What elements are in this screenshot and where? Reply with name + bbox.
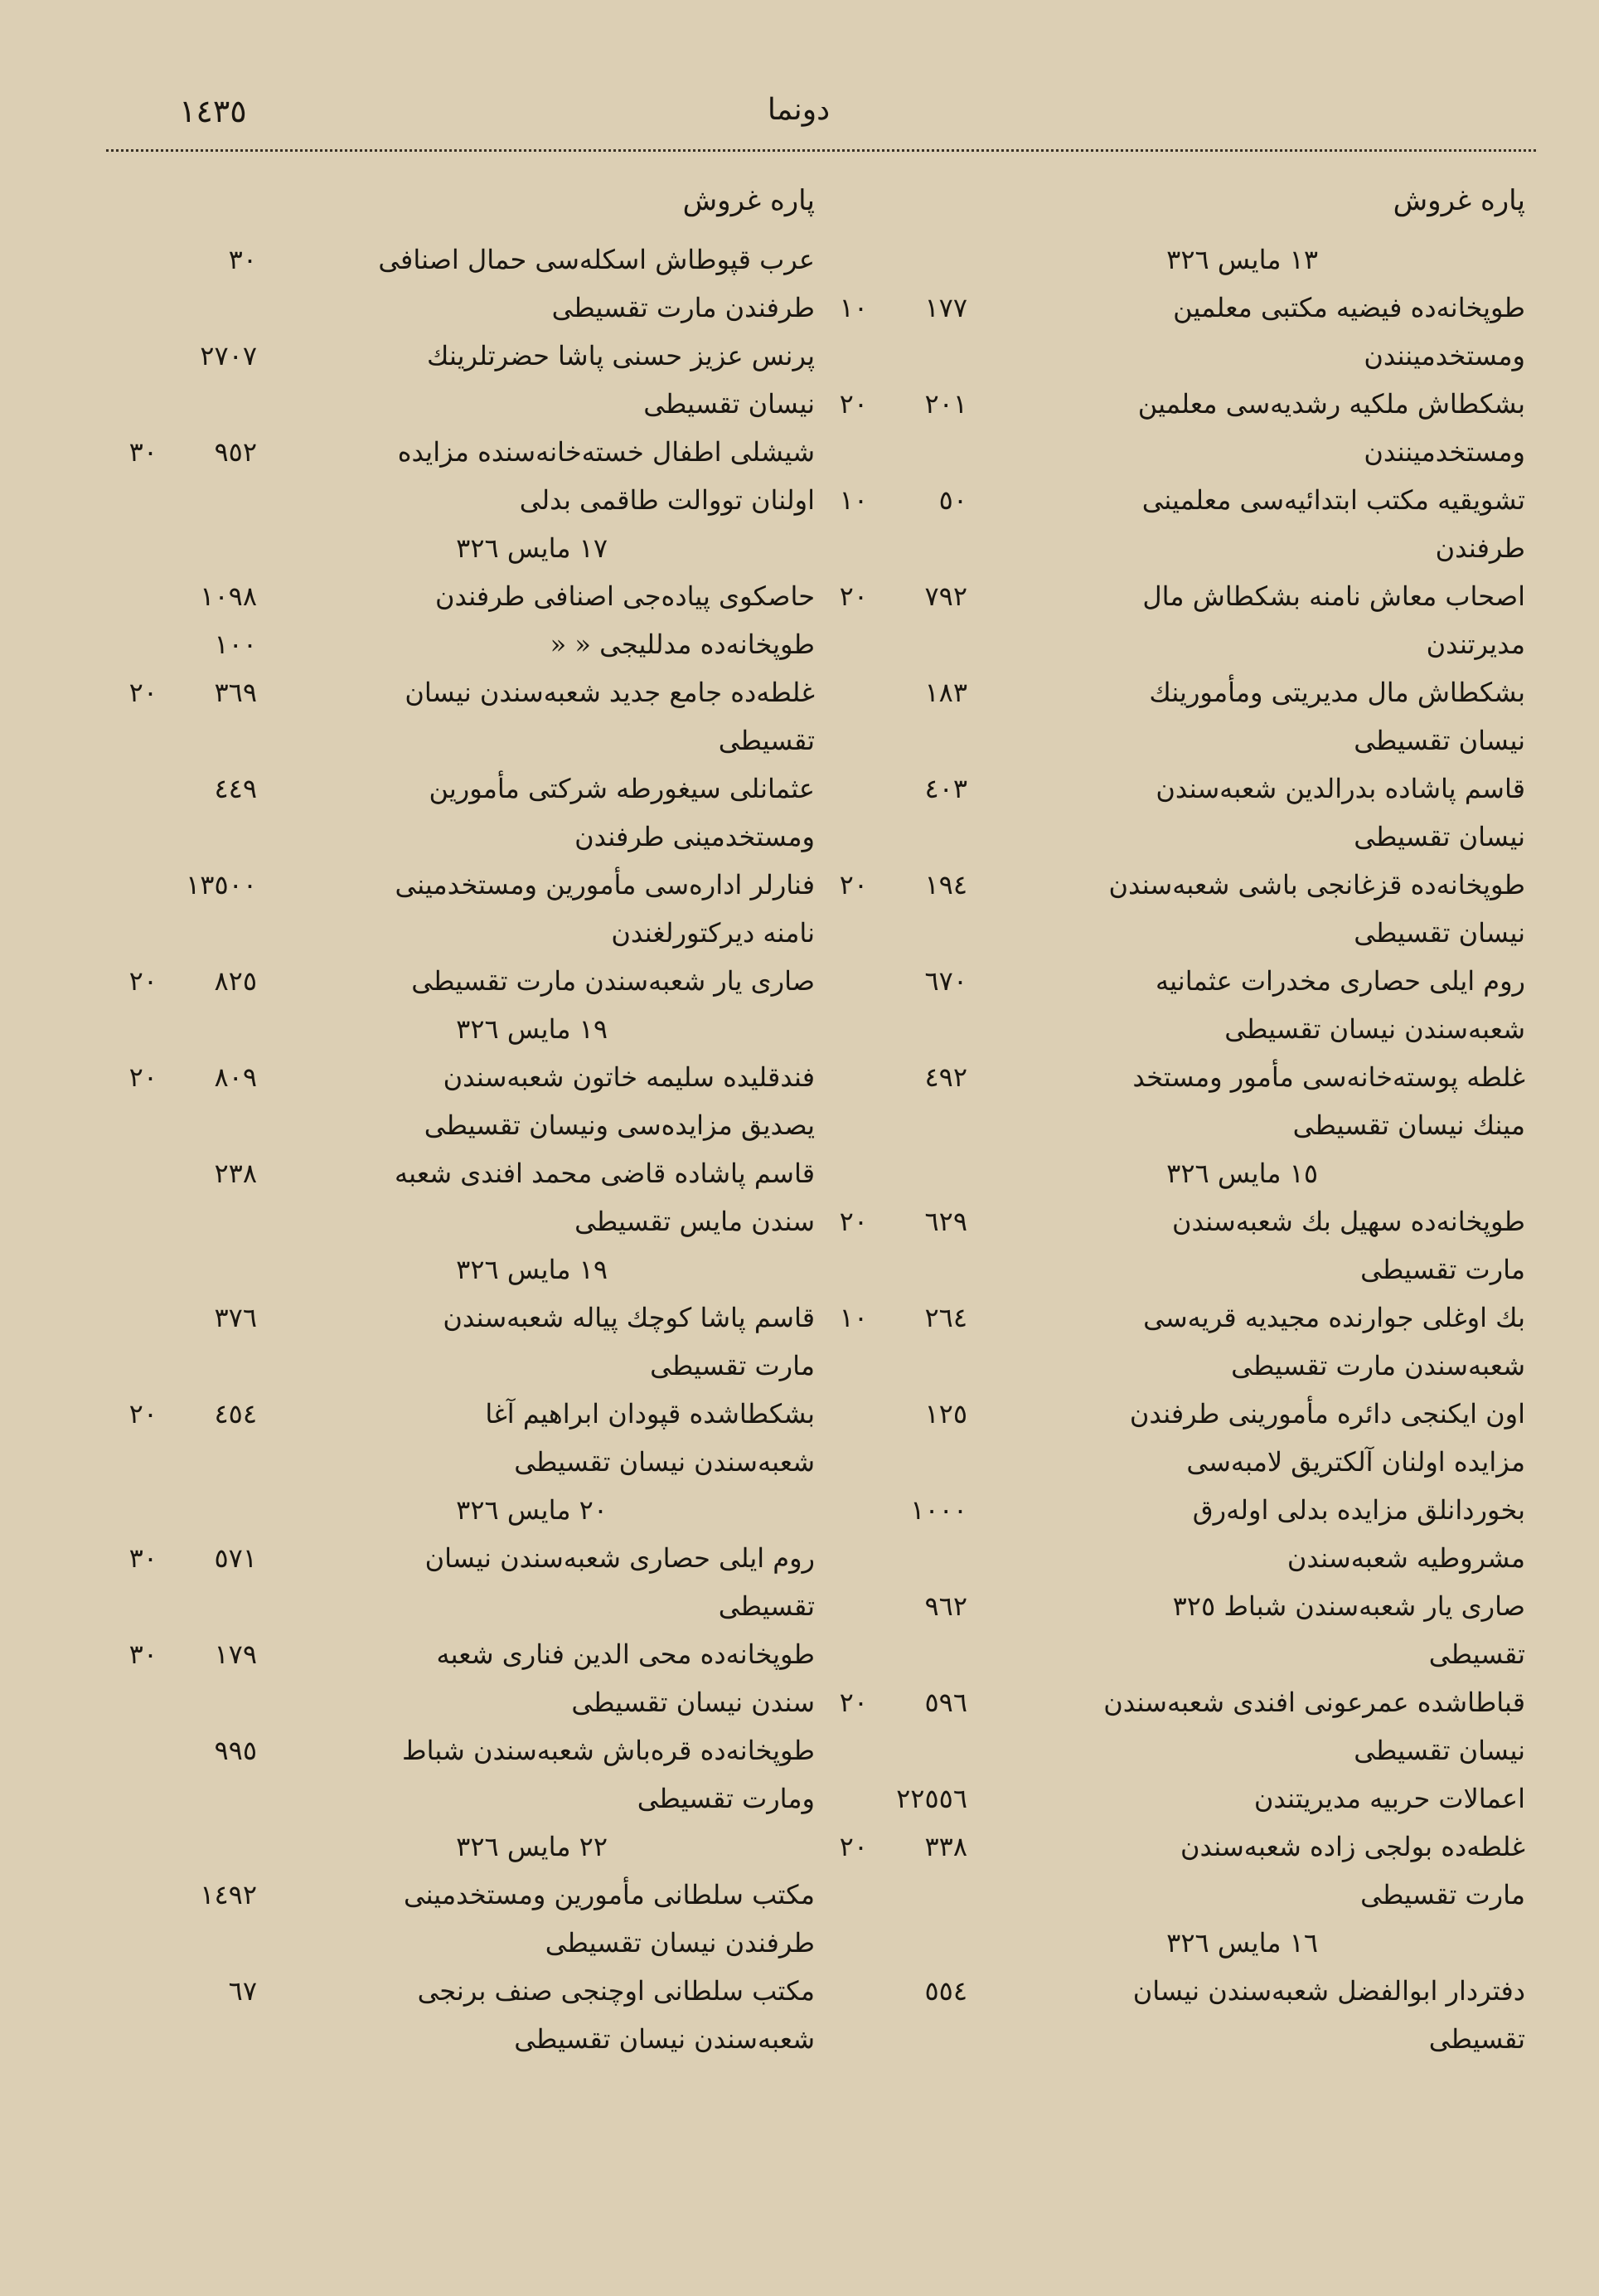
description-line: نيسان تقسيطی	[643, 388, 815, 420]
entry-description	[264, 1053, 815, 1149]
description-line: طرفندن مارت تقسيطی	[551, 292, 815, 323]
entry-description	[264, 765, 815, 861]
amount	[816, 1582, 974, 1630]
para-amount: ١٠	[839, 1302, 868, 1333]
entry-description	[974, 861, 1525, 957]
description-line: روم ايلی حصاری مخدرات عثمانيه	[1155, 965, 1525, 997]
entry-description	[974, 1486, 1525, 1582]
description-line: غلطه‌ده بولجی زاده شعبه‌سندن	[1180, 1831, 1525, 1862]
kurus-amount: ٤٩٢	[924, 1061, 967, 1093]
amount	[106, 332, 264, 380]
para-amount	[818, 1053, 868, 1101]
kurus-amount: ١٢٥	[924, 1398, 967, 1430]
description-line: فنارلر اداره‌سی مأمورين ومستخدمينی	[395, 869, 815, 900]
description-line: غلطه‌ده جامع جديد شعبه‌سندن نيسان	[405, 677, 815, 708]
entry-list	[106, 235, 815, 2063]
amount	[816, 284, 974, 332]
description-line: مارت تقسيطی	[1360, 1879, 1525, 1910]
description-line: طرفندن	[1435, 532, 1525, 564]
entry-description	[974, 284, 1525, 380]
para-amount	[108, 332, 157, 380]
description-line: تقسيطی	[718, 1590, 815, 1622]
ledger-entry	[106, 765, 815, 861]
ledger-entry	[816, 861, 1525, 957]
amount	[816, 1486, 974, 1534]
entry-description	[974, 1294, 1525, 1390]
description-line: قاسم پاشاده قاضی محمد افندی شعبه	[395, 1158, 815, 1189]
page-header	[106, 93, 1491, 151]
ledger-entry	[816, 1197, 1525, 1294]
kurus-amount: ١٤٩٢	[200, 1879, 257, 1910]
date-heading: ١٣ مايس ٣٢٦	[1166, 244, 1318, 275]
entry-description	[974, 572, 1525, 668]
column-header	[816, 184, 1525, 235]
ledger-entry	[816, 1823, 1525, 1919]
date-heading: ١٥ مايس ٣٢٦	[1166, 1158, 1318, 1189]
para-amount: ٢٠	[839, 1206, 868, 1237]
para-amount	[108, 620, 157, 668]
amount	[816, 1678, 974, 1726]
amount	[816, 957, 974, 1005]
ledger-entry	[816, 765, 1525, 861]
date-heading: ١٩ مايس ٣٢٦	[456, 1013, 608, 1045]
entry-description	[974, 1678, 1525, 1774]
entry-description	[974, 380, 1525, 476]
ledger-entry	[816, 1294, 1525, 1390]
amount	[106, 1534, 264, 1582]
description-line: فندقليده سليمه خاتون شعبه‌سندن	[443, 1061, 815, 1093]
entry-description	[974, 1823, 1525, 1919]
kurus-amount: ٤٤٩	[214, 773, 257, 804]
entry-description	[264, 332, 815, 428]
description-line: حاصكوی پياده‌جی اصنافی طرفندن	[434, 580, 815, 612]
para-heading: پاره	[1480, 184, 1525, 217]
description-line: نيسان تقسيطی	[1354, 725, 1525, 756]
description-line: دفتردار ابوالفضل شعبه‌سندن نيسان	[1132, 1975, 1525, 2007]
entry-description	[974, 668, 1525, 765]
description-line: صاری يار شعبه‌سندن شباط ٣٢٥	[1172, 1590, 1525, 1622]
description-line: طوپخانه‌ده سهيل بك شعبه‌سندن	[1171, 1206, 1525, 1237]
amount	[106, 572, 264, 620]
kurus-amount: ٦٧	[228, 1975, 257, 2007]
amount	[106, 428, 264, 476]
kurus-amount: ٢٧٠٧	[200, 340, 257, 371]
entry-description	[264, 1534, 815, 1630]
ledger-entry	[106, 861, 815, 957]
kurus-amount: ٩٦٢	[924, 1590, 967, 1622]
para-amount: ٢٠	[128, 1398, 157, 1430]
ledger-entry	[106, 1630, 815, 1726]
entry-description	[974, 765, 1525, 861]
ledger-entry	[106, 1726, 815, 1823]
date-heading: ٢٢ مايس ٣٢٦	[456, 1831, 608, 1862]
description-line: مشروطيه شعبه‌سندن	[1286, 1542, 1525, 1574]
amount	[816, 476, 974, 524]
amount	[816, 765, 974, 813]
para-amount	[818, 668, 868, 716]
para-amount: ٢٠	[839, 580, 868, 612]
ledger-entry	[106, 1294, 815, 1390]
amount	[106, 1294, 264, 1342]
description-line: قباطاشده عمرعونی افندی شعبه‌سندن	[1103, 1687, 1525, 1718]
amount	[816, 668, 974, 716]
description-line: طرفندن نيسان تقسيطی	[545, 1927, 815, 1959]
amount	[816, 1390, 974, 1438]
ledger-entry	[106, 1149, 815, 1245]
description-line: عرب قپوطاش اسكله‌سی حمال اصنافی	[378, 244, 815, 275]
ledger-entry	[106, 957, 815, 1005]
amount	[106, 1871, 264, 1919]
amount	[816, 1053, 974, 1101]
description-line: عثمانلی سيغورطه شركتی مأمورين	[429, 773, 815, 804]
entry-description	[974, 1967, 1525, 2063]
description-line: روم ايلی حصاری شعبه‌سندن نيسان	[424, 1542, 815, 1574]
description-line: ومستخدمينندن	[1364, 436, 1525, 468]
date-heading: ١٧ مايس ٣٢٦	[456, 532, 608, 564]
ledger-entry	[816, 1774, 1525, 1823]
para-amount: ٢٠	[128, 1061, 157, 1093]
kurus-amount: ٦٧٠	[924, 965, 967, 997]
entry-description	[264, 572, 815, 620]
amount	[816, 572, 974, 620]
entry-description	[264, 1871, 815, 1967]
entry-description	[264, 957, 815, 1005]
description-line: ومستخدمينی طرفندن	[574, 821, 815, 852]
amount	[106, 1149, 264, 1197]
para-amount: ٣٠	[128, 1638, 157, 1670]
kurus-amount: ٦٢٩	[924, 1206, 967, 1237]
description-line: بشكطاش ملكيه رشديه‌سی معلمين	[1137, 388, 1525, 420]
description-line: مزايده اولنان آلكتريق لامبه‌سی	[1186, 1446, 1525, 1478]
kurus-amount: ٥٩٦	[924, 1687, 967, 1718]
amount	[816, 380, 974, 428]
description-line: بشكطاشده قپودان ابراهيم آغا	[485, 1398, 815, 1430]
amount	[106, 668, 264, 716]
para-amount	[108, 1871, 157, 1919]
ledger-entry	[816, 1390, 1525, 1486]
description-line: تقسيطی	[1428, 2023, 1525, 2055]
para-amount	[108, 1149, 157, 1197]
amount	[816, 1197, 974, 1245]
kurus-amount: ١٨٣	[924, 677, 967, 708]
description-line: يصديق مزايده‌سی ونيسان تقسيطی	[424, 1109, 815, 1141]
entry-description	[974, 1197, 1525, 1294]
description-line: بشكطاش مال مديريتی ومأمورينك	[1149, 677, 1525, 708]
entry-description	[264, 861, 815, 957]
para-amount	[108, 572, 157, 620]
ledger-entry	[816, 476, 1525, 572]
date-heading: ٢٠ مايس ٣٢٦	[456, 1494, 608, 1526]
description-line: بك اوغلی جوارنده مجيديه قريه‌سی	[1143, 1302, 1525, 1333]
description-line: صاری يار شعبه‌سندن مارت تقسيطی	[411, 965, 815, 997]
para-amount	[108, 1726, 157, 1774]
amount	[106, 1967, 264, 2015]
entry-description	[264, 235, 815, 332]
kurus-amount: ١٠٠٠	[910, 1494, 967, 1526]
kurus-amount: ٢٠١	[924, 388, 967, 420]
description-line: طوپخانه‌ده مدلليجی « «	[550, 629, 815, 660]
amount	[816, 1823, 974, 1871]
ledger-entry	[816, 1582, 1525, 1678]
page-number: ١٤٣٥	[179, 93, 247, 129]
entry-description	[974, 476, 1525, 572]
description-line: غلطه پوسته‌خانه‌سی مأمور ومستخد	[1132, 1061, 1525, 1093]
kurus-amount: ٣٧٦	[214, 1302, 257, 1333]
para-amount	[108, 1967, 157, 2015]
para-amount	[108, 765, 157, 813]
kurus-amount: ٢٦٤	[924, 1302, 967, 1333]
kurus-amount: ١٣٥٠٠	[186, 869, 257, 900]
ledger-entry	[816, 284, 1525, 380]
para-amount	[818, 1582, 868, 1630]
description-line: مكتب سلطانی مأمورين ومستخدمينی	[403, 1879, 815, 1910]
kurus-amount: ١٩٤	[924, 869, 967, 900]
entry-list	[816, 235, 1525, 2063]
ledger-entry	[106, 620, 815, 668]
ledger-entry	[816, 572, 1525, 668]
description-line: مكتب سلطانی اوچنجی صنف برنجی	[417, 1975, 815, 2007]
entry-description	[974, 1053, 1525, 1149]
para-amount	[818, 765, 868, 813]
description-line: طوپخانه‌ده فيضيه مكتبی معلمين	[1173, 292, 1525, 323]
description-line: شعبه‌سندن نيسان تقسيطی	[1224, 1013, 1525, 1045]
description-line: قاسم پاشا كوچك پياله شعبه‌سندن	[443, 1302, 815, 1333]
entry-description	[264, 1390, 815, 1486]
ledger-entry	[816, 1486, 1525, 1582]
description-line: بخوردانلق مزايده بدلی اوله‌رق	[1192, 1494, 1525, 1526]
left-column	[106, 184, 815, 2063]
description-line: شعبه‌سندن نيسان تقسيطی	[514, 1446, 815, 1478]
kurus-amount: ٩٥٢	[214, 436, 257, 468]
ledger-entry	[106, 235, 815, 332]
description-line: مارت تقسيطی	[650, 1350, 815, 1381]
para-amount: ٢٠	[839, 869, 868, 900]
kurus-amount: ٤٥٤	[214, 1398, 257, 1430]
description-line: اون ايكنجی دائره مأمورينی طرفندن	[1129, 1398, 1525, 1430]
entry-description	[264, 1630, 815, 1726]
entry-description	[974, 1390, 1525, 1486]
description-line: تقسيطی	[718, 725, 815, 756]
para-amount: ٢٠	[128, 677, 157, 708]
column-header	[106, 184, 815, 235]
entry-description	[264, 668, 815, 765]
description-line: اصحاب معاش نامنه بشكطاش مال	[1142, 580, 1525, 612]
entry-description	[264, 1294, 815, 1390]
ledger-entry	[106, 668, 815, 765]
ledger-entry	[106, 332, 815, 428]
kurus-amount: ٨٢٥	[214, 965, 257, 997]
para-amount	[108, 235, 157, 284]
description-line: اولنان تووالت طاقمی بدلی	[519, 484, 815, 516]
description-line: قاسم پاشاده بدرالدين شعبه‌سندن	[1156, 773, 1525, 804]
kurus-amount: ٩٩٥	[214, 1735, 257, 1766]
description-line: پرنس عزيز حسنی پاشا حضرتلرينك	[426, 340, 815, 371]
kurus-amount: ١٧٩	[214, 1638, 257, 1670]
kurus-amount: ٣٣٨	[924, 1831, 967, 1862]
amount	[106, 861, 264, 909]
kurus-amount: ١٠٠	[214, 629, 257, 660]
entry-description	[264, 1149, 815, 1245]
entry-description	[264, 1967, 815, 2063]
right-column	[816, 184, 1525, 2063]
amount	[816, 1967, 974, 2015]
ledger-entry	[106, 1534, 815, 1630]
ledger-entry	[106, 1053, 815, 1149]
entry-description	[974, 957, 1525, 1053]
amount	[816, 1294, 974, 1342]
amount	[816, 861, 974, 909]
kurus-amount: ٨٠٩	[214, 1061, 257, 1093]
description-line: طوپخانه‌ده قره‌باش شعبه‌سندن شباط	[402, 1735, 815, 1766]
description-line: طوپخانه‌ده قزغانجی باشی شعبه‌سندن	[1108, 869, 1525, 900]
amount	[106, 1726, 264, 1774]
description-line: نامنه ديركتورلغندن	[611, 917, 815, 949]
ledger-entry	[816, 1053, 1525, 1149]
date-heading: ١٩ مايس ٣٢٦	[456, 1254, 608, 1285]
ledger-entry	[816, 1678, 1525, 1774]
description-line: ومستخدمينندن	[1364, 340, 1525, 371]
description-line: طوپخانه‌ده محی الدين فناری شعبه	[436, 1638, 815, 1670]
kurus-amount: ٤٠٣	[924, 773, 967, 804]
para-heading: پاره	[769, 184, 815, 217]
amount	[816, 1774, 974, 1823]
amount	[106, 1390, 264, 1438]
para-amount	[818, 1774, 868, 1823]
ledger-entry	[106, 572, 815, 620]
kurus-amount: ٥٧١	[214, 1542, 257, 1574]
ledger-entry	[816, 668, 1525, 765]
ledger-entry	[106, 428, 815, 524]
kurus-amount: ١٠٩٨	[200, 580, 257, 612]
kurus-heading: غروش	[1393, 184, 1472, 217]
para-amount: ٢٠	[128, 965, 157, 997]
para-amount: ٢٠	[839, 1687, 868, 1718]
header-rule	[106, 149, 1536, 152]
para-amount: ١٠	[839, 292, 868, 323]
ledger-entry	[816, 957, 1525, 1053]
para-amount: ٢٠	[839, 388, 868, 420]
date-heading: ١٦ مايس ٣٢٦	[1166, 1927, 1318, 1959]
entry-description	[264, 428, 815, 524]
description-line: تشويقيه مكتب ابتدائيه‌سی معلمينی	[1141, 484, 1525, 516]
description-line: مديرتندن	[1426, 629, 1525, 660]
amount	[106, 765, 264, 813]
description-line: ومارت تقسيطی	[637, 1783, 815, 1814]
description-line: شعبه‌سندن نيسان تقسيطی	[514, 2023, 815, 2055]
para-amount	[108, 861, 157, 909]
amount	[106, 1630, 264, 1678]
amount	[106, 235, 264, 284]
kurus-amount: ١٧٧	[924, 292, 967, 323]
description-line: نيسان تقسيطی	[1354, 1735, 1525, 1766]
description-line: تقسيطی	[1428, 1638, 1525, 1670]
kurus-amount: ٧٩٢	[924, 580, 967, 612]
ledger-entry	[106, 1390, 815, 1486]
para-amount: ١٠	[839, 484, 868, 516]
description-line: نيسان تقسيطی	[1354, 917, 1525, 949]
para-amount: ٣٠	[128, 1542, 157, 1574]
entry-description	[974, 1774, 1525, 1823]
kurus-amount: ٣٠	[228, 244, 257, 275]
description-line: سندن نيسان تقسيطی	[571, 1687, 815, 1718]
amount	[106, 1053, 264, 1101]
para-amount	[108, 1294, 157, 1342]
description-line: مارت تقسيطی	[1360, 1254, 1525, 1285]
amount	[106, 620, 264, 668]
entry-description	[264, 1726, 815, 1823]
para-amount	[818, 1967, 868, 2015]
amount	[106, 957, 264, 1005]
entry-description	[264, 620, 815, 668]
para-amount: ٢٠	[839, 1831, 868, 1862]
kurus-amount: ٢٢٥٥٦	[896, 1783, 967, 1814]
para-amount	[818, 1390, 868, 1438]
kurus-amount: ٥٠	[938, 484, 967, 516]
para-amount: ٣٠	[128, 436, 157, 468]
kurus-amount: ٢٣٨	[214, 1158, 257, 1189]
description-line: شعبه‌سندن مارت تقسيطی	[1231, 1350, 1525, 1381]
ledger-entry	[816, 380, 1525, 476]
kurus-heading: غروش	[682, 184, 762, 217]
entry-description	[974, 1582, 1525, 1678]
running-head: دونما	[767, 93, 831, 127]
description-line: نيسان تقسيطی	[1354, 821, 1525, 852]
para-amount	[818, 1486, 868, 1534]
kurus-amount: ٣٦٩	[214, 677, 257, 708]
description-line: مينك نيسان تقسيطی	[1292, 1109, 1525, 1141]
description-line: سندن مايس تقسيطی	[574, 1206, 815, 1237]
ledger-entry	[106, 1967, 815, 2063]
para-amount	[818, 957, 868, 1005]
ledger-entry	[816, 1967, 1525, 2063]
description-line: اعمالات حربيه مديريتندن	[1253, 1783, 1525, 1814]
kurus-amount: ٥٥٤	[924, 1975, 967, 2007]
description-line: شيشلی اطفال خسته‌خانه‌سنده مزايده	[397, 436, 815, 468]
ledger-entry	[106, 1871, 815, 1967]
